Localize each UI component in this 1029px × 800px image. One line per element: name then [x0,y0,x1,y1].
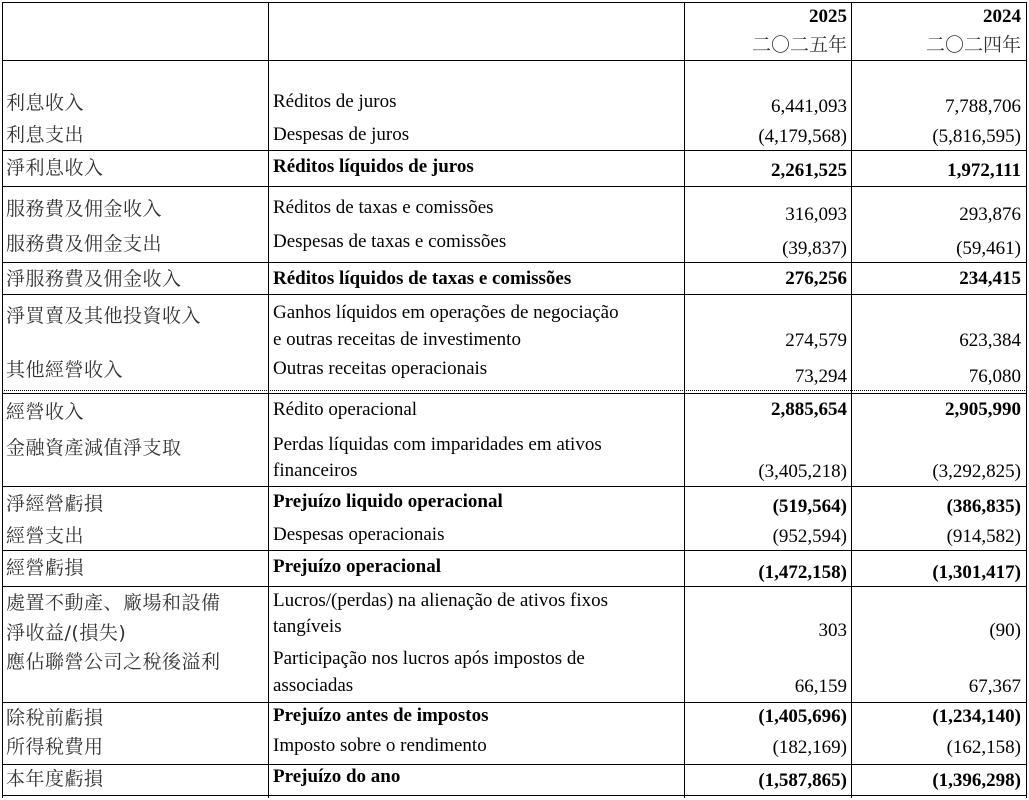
value-2025: 6,441,093 [771,96,847,117]
value-2024: 234,415 [959,268,1021,289]
value-2024: (1,396,298) [932,770,1021,791]
value-2024: 67,367 [968,676,1021,697]
row-label-pt: Despesas de taxas e comissões [273,231,507,252]
value-2025: (39,837) [782,238,847,259]
row-divider [2,262,1027,263]
year-2025-label-zh: 二〇二五年 [751,34,847,56]
row-label-pt: Perdas líquidas com imparidades em ativos [273,434,602,455]
row-label-pt-line2: financeiros [273,460,358,481]
value-2024: (5,816,595) [932,126,1021,147]
row-label-zh: 所得稅費用 [6,736,104,758]
value-2025: 303 [818,620,847,641]
year-2024-label-zh: 二〇二四年 [925,34,1021,56]
value-2024: (90) [989,620,1021,641]
column-border [268,2,269,798]
value-2024: (386,835) [946,496,1021,517]
value-2024: 7,788,706 [945,96,1021,117]
row-divider-dotted [2,390,1027,391]
value-2025: 316,093 [785,204,847,225]
row-divider [2,764,1027,765]
row-label-zh: 利息支出 [6,124,85,146]
value-2025: (3,405,218) [758,461,847,482]
value-2024: (1,301,417) [932,562,1021,583]
row-divider [2,550,1027,551]
value-2025: (519,564) [772,496,847,517]
row-label-zh: 經營支出 [6,525,85,547]
row-label-zh: 淨經營虧損 [6,493,104,515]
row-label-pt: Réditos de juros [273,91,397,112]
row-label-zh-line2: 淨收益/(損失) [6,622,127,644]
row-label-zh: 應佔聯營公司之稅後溢利 [6,651,221,673]
value-2025: (1,472,158) [758,562,847,583]
row-label-zh: 除稅前虧損 [6,707,104,729]
row-label-pt: Réditos líquidos de juros [273,156,474,177]
row-label-pt: Despesas operacionais [273,524,445,545]
value-2025: (182,169) [772,737,847,758]
column-border [2,2,3,798]
value-2024: 293,876 [959,204,1021,225]
row-label-pt: Prejuízo liquido operacional [273,491,503,512]
row-label-pt: Ganhos líquidos em operações de negociação [273,302,619,323]
column-border [684,2,685,798]
column-border [851,2,852,798]
row-divider [2,393,1027,394]
table-top-border [2,2,1027,3]
row-label-zh: 淨服務費及佣金收入 [6,268,182,290]
row-label-pt: Réditos líquidos de taxas e comissões [273,268,572,289]
row-label-pt: Prejuízo do ano [273,766,401,787]
column-border [1026,2,1027,798]
row-label-zh: 利息收入 [6,92,85,114]
row-divider [2,702,1027,703]
row-label-pt-line2: associadas [273,675,354,696]
row-label-zh: 本年度虧損 [6,768,104,790]
value-2025: 66,159 [794,676,847,697]
value-2025: 276,256 [785,268,847,289]
row-label-pt: Participação nos lucros após impostos de [273,648,585,669]
row-label-zh: 服務費及佣金收入 [6,198,163,220]
row-label-pt: Lucros/(perdas) na alienação de ativos fixos [273,590,609,611]
value-2024: (59,461) [956,238,1021,259]
value-2025: (1,587,865) [758,770,847,791]
row-label-pt: Despesas de juros [273,124,410,145]
value-2024: (1,234,140) [932,706,1021,727]
value-2024: 1,972,111 [947,160,1021,181]
value-2025: 73,294 [794,366,847,387]
row-label-zh: 其他經營收入 [6,359,124,381]
row-divider [2,294,1027,295]
value-2024: 76,080 [968,366,1021,387]
row-label-zh: 服務費及佣金支出 [6,233,163,255]
row-label-pt: Prejuízo antes de impostos [273,705,489,726]
row-divider [2,586,1027,587]
table-bottom-border [2,795,1027,796]
value-2025: (952,594) [772,526,847,547]
row-label-zh: 經營收入 [6,401,85,423]
row-label-zh: 經營虧損 [6,557,85,579]
row-label-pt-line2: tangíveis [273,616,342,637]
year-2024-label: 2024 [983,6,1021,27]
row-label-zh: 金融資產減值淨支取 [6,437,182,459]
row-divider [2,150,1027,151]
value-2025: (4,179,568) [758,126,847,147]
row-label-zh: 淨買賣及其他投資收入 [6,305,202,327]
value-2024: (914,582) [946,526,1021,547]
row-label-pt: Outras receitas operacionais [273,358,488,379]
value-2024: 2,905,990 [945,399,1021,420]
row-label-pt: Réditos de taxas e comissões [273,197,494,218]
value-2024: (3,292,825) [932,461,1021,482]
value-2024: 623,384 [959,330,1021,351]
row-label-pt: Rédito operacional [273,399,418,420]
value-2025: 2,261,525 [771,160,847,181]
row-label-pt: Prejuízo operacional [273,556,441,577]
value-2025: 2,885,654 [771,399,847,420]
row-label-zh: 處置不動產、廠場和設備 [6,592,221,614]
row-label-pt: Imposto sobre o rendimento [273,735,487,756]
row-divider [2,186,1027,187]
value-2025: 274,579 [785,330,847,351]
row-label-zh: 淨利息收入 [6,157,104,179]
year-2025-label: 2025 [809,6,847,27]
row-divider [2,486,1027,487]
value-2024: (162,158) [946,737,1021,758]
header-bottom-border [2,60,1027,61]
row-label-pt-line2: e outras receitas de investimento [273,329,521,350]
value-2025: (1,405,696) [758,706,847,727]
